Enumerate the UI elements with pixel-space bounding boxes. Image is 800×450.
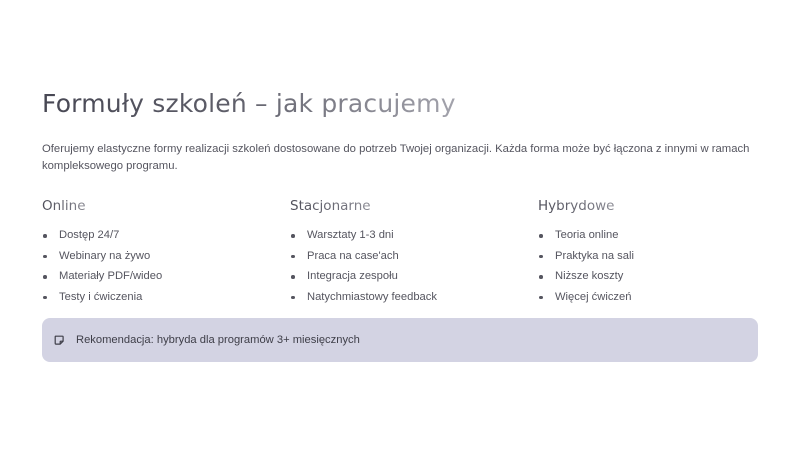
recommendation-callout <box>42 318 758 362</box>
list-item-label: Teoria online <box>555 229 619 241</box>
list-item-label: Warsztaty 1-3 dni <box>307 229 394 241</box>
bullet-icon <box>539 296 543 300</box>
bullet-icon <box>43 275 47 279</box>
list-item <box>538 266 786 287</box>
bullet-icon <box>539 255 543 259</box>
bullet-icon <box>43 255 47 259</box>
slide <box>42 0 758 450</box>
list-item-label: Praktyka na sali <box>555 249 634 262</box>
list-item-label: Testy i ćwiczenia <box>59 290 143 303</box>
column-stacjonarne <box>290 196 538 307</box>
feature-list <box>290 225 538 307</box>
list-item-label: Praca na case'ach <box>307 249 399 262</box>
list-item <box>290 266 538 287</box>
column-online <box>42 196 290 307</box>
list-item <box>538 287 786 308</box>
bullet-icon <box>43 234 47 238</box>
list-item <box>290 287 538 308</box>
format-columns <box>42 196 758 307</box>
column-title: Stacjonarne <box>290 198 371 214</box>
bullet-icon <box>43 296 47 300</box>
bullet-icon <box>539 275 543 279</box>
bullet-icon <box>291 296 295 300</box>
list-item-label: Integracja zespołu <box>307 270 398 282</box>
column-title: Online <box>42 198 86 214</box>
list-item <box>290 246 538 267</box>
bullet-icon <box>291 234 295 238</box>
list-item <box>290 225 538 246</box>
list-item <box>42 225 290 246</box>
feature-list <box>538 225 786 307</box>
column-hybrydowe <box>538 196 786 307</box>
bullet-icon <box>539 234 543 238</box>
list-item-label: Dostęp 24/7 <box>59 229 120 241</box>
list-item-label: Niższe koszty <box>555 270 624 282</box>
list-item <box>42 246 290 267</box>
page-title: Formuły szkoleń – jak pracujemy <box>42 86 456 122</box>
list-item <box>42 287 290 308</box>
list-item <box>538 225 786 246</box>
list-item-label: Więcej ćwiczeń <box>555 290 632 303</box>
list-item-label: Natychmiastowy feedback <box>307 290 437 303</box>
column-title: Hybrydowe <box>538 198 615 214</box>
list-item <box>538 246 786 267</box>
list-item-label: Materiały PDF/wideo <box>59 270 163 282</box>
bullet-icon <box>291 275 295 279</box>
feature-list <box>42 225 290 307</box>
sticky-note-icon <box>54 335 64 345</box>
intro-paragraph: Oferujemy elastyczne formy realizacji szkoleń dostosowane do potrzeb Twojej organizacji. Każda forma może być łączona z innymi w ramach kompleksowego programu. <box>42 143 750 172</box>
list-item <box>42 266 290 287</box>
list-item-label: Webinary na żywo <box>59 249 151 262</box>
callout-text: Rekomendacja: hybryda dla programów 3+ miesięcznych <box>76 334 360 346</box>
bullet-icon <box>291 255 295 259</box>
